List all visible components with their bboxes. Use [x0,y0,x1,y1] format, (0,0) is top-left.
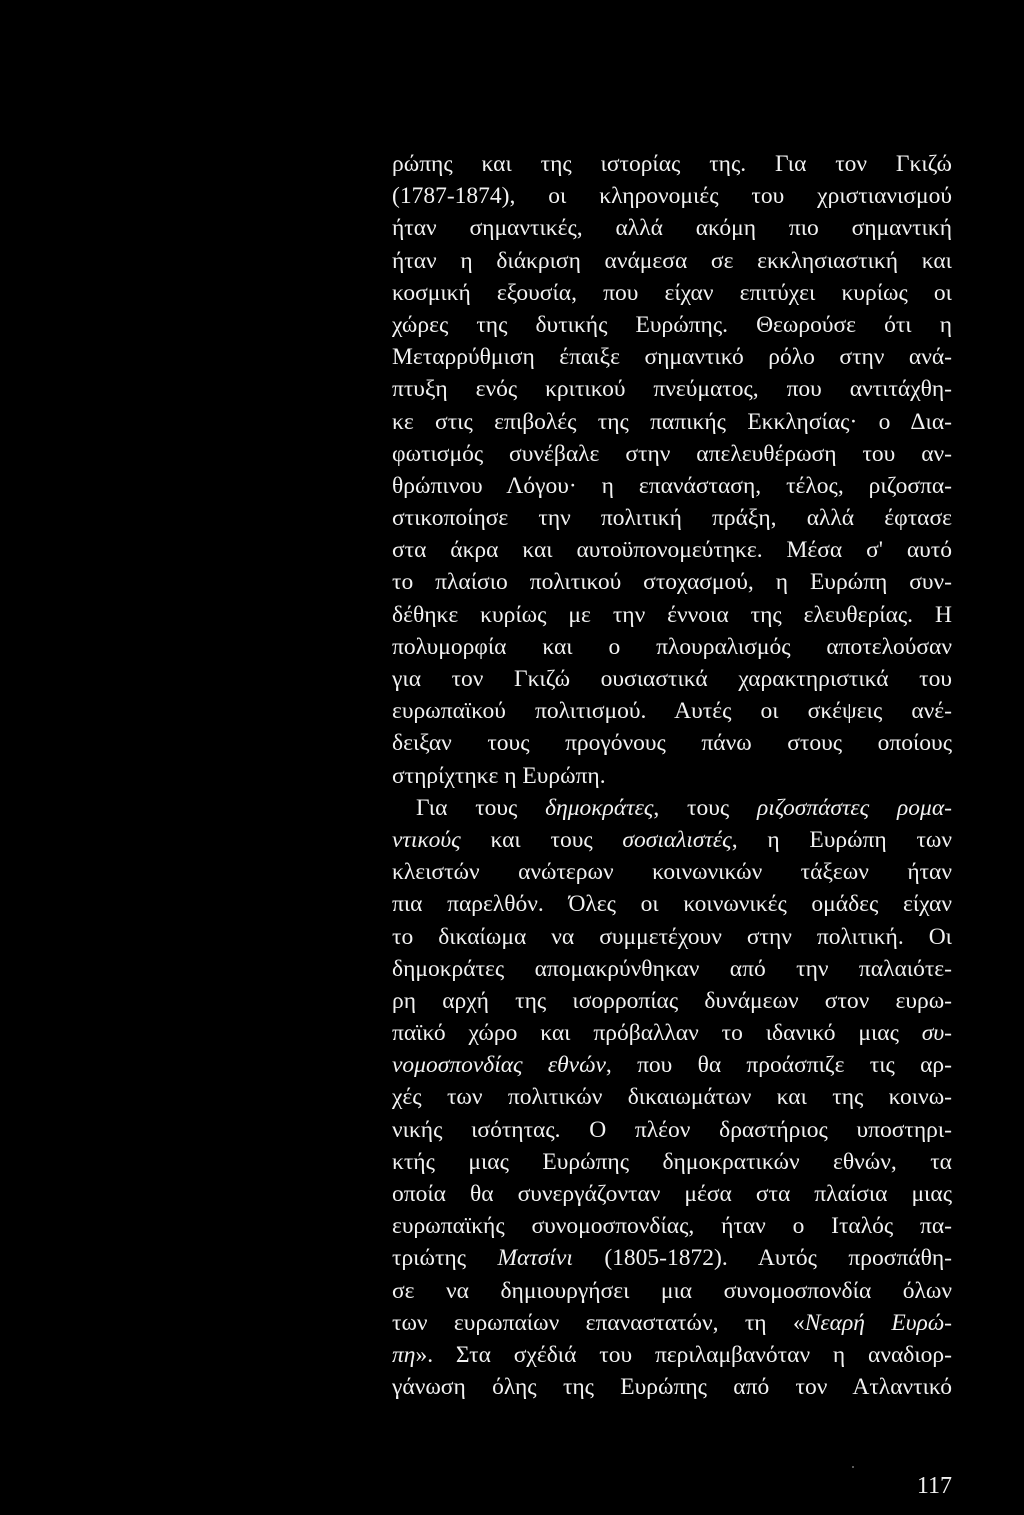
text-segment: ρη αρχή της ισορροπίας δυνάμεων στον ευρω- [392,987,952,1014]
text-segment: στα άκρα και αυτοϋπονομεύτηκε. Μέσα σ' αυτό [392,537,952,564]
text-line [392,1275,952,1307]
text-segment: γάνωση όλης της Ευρώπης από τον Ατλαντικό [392,1374,952,1401]
text-line [392,1081,952,1113]
italic-text: ντικούς [392,826,461,853]
text-segment: για τον Γκιζώ ουσιαστικά χαρακτηριστικά του [392,666,952,692]
text-line [392,888,952,920]
text-segment: πτυξη ενός κριτικού πνεύματος, που αντιτάχθη- [392,376,952,403]
italic-text: συ- [921,1020,952,1047]
text-line [392,438,952,470]
text-segment: οποία θα συνεργάζονταν μέσα στα πλαίσια μιας [392,1181,952,1207]
text-line [392,1017,952,1049]
text-line [392,663,952,695]
text-line [392,1178,952,1210]
italic-text: πη [392,1341,416,1368]
text-segment: δέθηκε κυρίως με την έννοια της ελευθερίας. Η [392,601,952,628]
text-line [392,921,952,953]
text-line [392,373,952,405]
text-segment: κοσμική εξουσία, που είχαν επιτύχει κυρίως οι [392,279,952,306]
text-segment: κλειστών ανώτερων κοινωνικών τάξεων ήταν [392,859,952,886]
text-segment: χές των πολιτικών δικαιωμάτων και της κοινω- [392,1084,952,1111]
text-segment: πολυμορφία και ο πλουραλισμός αποτελούσαν [392,633,952,660]
text-segment: τριώτης [392,1245,498,1272]
text-segment: δημοκράτες απομακρύνθηκαν από την παλαιότε- [392,955,952,982]
text-segment: παϊκό χώρο και πρόβαλλαν το ιδανικό μιας [392,1020,922,1047]
text-line [392,760,952,792]
text-segment: ευρωπαϊκής συνομοσπονδίας, ήταν ο Ιταλός πα- [392,1213,952,1240]
italic-text: σοσιαλιστές [622,826,732,853]
text-line [392,631,952,663]
text-line [392,148,952,180]
text-segment: , τους [653,794,757,821]
text-segment: και τους [460,826,623,853]
text-segment: δειξαν τους προγόνους πάνω στους οποίους [392,730,952,757]
text-segment: χώρες της δυτικής Ευρώπης. Θεωρούσε ότι η [392,311,952,338]
text-line [392,824,952,856]
text-segment: (1787-1874), οι κληρονομιές του χριστιανισμού [392,183,952,210]
text-line [392,212,952,244]
text-line [392,599,952,631]
text-line [392,534,952,566]
text-segment: κτής μιας Ευρώπης δημοκρατικών εθνών, τα [392,1148,952,1175]
text-segment: , η Ευρώπη των [731,826,953,853]
italic-text: δημοκράτες [545,794,654,821]
text-segment: κε στις επιβολές της παπικής Εκκλησίας· ο Δια- [392,408,952,435]
text-line [392,695,952,727]
text-line [392,277,952,309]
text-segment: ». Στα σχέδιά του περιλαμβανόταν η αναδιορ- [415,1341,952,1368]
text-line [392,985,952,1017]
text-line [392,1339,952,1371]
text-line [392,1307,952,1339]
text-line [392,406,952,438]
text-line [392,341,952,373]
text-segment: φωτισμός συνέβαλε στην απελευθέρωση του αν- [392,440,952,467]
scan-speck [852,1466,854,1468]
italic-text: Νεαρή Ευρώ- [804,1309,952,1336]
text-segment: ήταν η διάκριση ανάμεσα σε εκκλησιαστική και [392,247,952,274]
text-segment: το δικαίωμα να συμμετέχουν στην πολιτική. Οι [392,923,952,950]
text-line [392,566,952,598]
text-segment: στικοποίησε την πολιτική πράξη, αλλά έφτασε [392,505,952,532]
text-segment: (1805-1872). Αυτός προσπάθη- [572,1245,952,1272]
text-line [392,309,952,341]
text-segment: ρώπης και της ιστορίας της. Για τον Γκιζώ [392,151,952,177]
text-line [392,856,952,888]
italic-text: ριζοσπάστες ρομα- [757,794,953,821]
text-line [392,1049,952,1081]
italic-text: Ματσίνι [497,1245,573,1272]
text-line [392,1114,952,1146]
text-line [392,470,952,502]
text-segment: το πλαίσιο πολιτικού στοχασμού, η Ευρώπη συν- [392,569,952,596]
text-line [392,1146,952,1178]
text-line [392,180,952,212]
text-line [392,1242,952,1274]
text-line [392,1210,952,1242]
text-line [392,953,952,985]
text-segment: Για τους [416,794,546,821]
text-segment: ευρωπαϊκού πολιτισμού. Αυτές οι σκέψεις ανέ- [392,698,952,725]
text-line [392,792,952,824]
text-segment: σε να δημιουργήσει μια συνομοσπονδία όλων [392,1277,952,1304]
text-segment: των ευρωπαίων επαναστατών, τη « [392,1309,805,1336]
text-segment: Μεταρρύθμιση έπαιξε σημαντικό ρόλο στην ανά- [392,344,952,371]
text-segment: πια παρελθόν. Όλες οι κοινωνικές ομάδες είχαν [392,891,952,918]
text-segment: θρώπινου Λόγου· η επανάσταση, τέλος, ριζοσπα- [392,472,952,499]
text-line [392,502,952,534]
text-line [392,727,952,759]
text-segment: ήταν σημαντικές, αλλά ακόμη πιο σημαντική [392,215,952,242]
text-segment: , που θα προάσπιζε τις αρ- [605,1052,952,1079]
text-segment: νικής ισότητας. Ο πλέον δραστήριος υποστηρι- [392,1116,952,1143]
page-number: 117 [916,1473,952,1499]
text-segment: στηρίχτηκε η Ευρώπη. [392,762,606,789]
italic-text: νομοσπονδίας εθνών [392,1052,606,1079]
text-line [392,245,952,277]
text-line [392,1371,952,1403]
text-column [392,148,952,1403]
